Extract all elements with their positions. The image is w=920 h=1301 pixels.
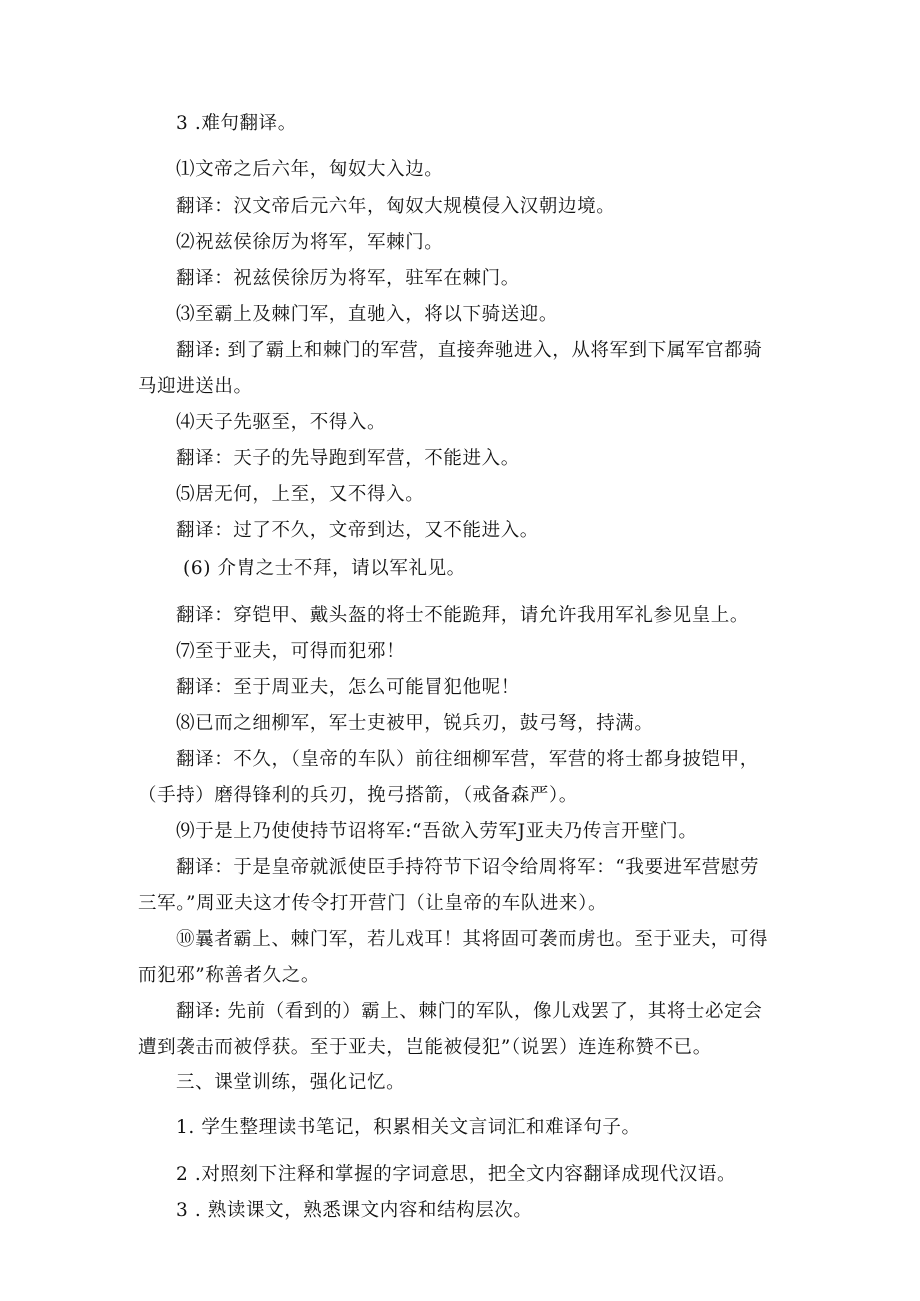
text-line: 翻译：至于周亚夫，怎么可能冒犯他呢！ [176,677,520,698]
text-line: ⑻已而之细柳军，军士吏被甲，锐兵刃，鼓弓弩，持满。 [176,713,654,734]
text-line: 翻译：祝兹侯徐厉为将军，驻军在棘门。 [176,268,520,289]
text-line: 翻译：穿铠甲、戴头盔的将士不能跪拜，请允许我用军礼参见皇上。 [176,605,750,626]
text-line: 翻译: 先前（看到的）霸上、棘门的军队，像儿戏罢了，其将士必定会 [176,1001,763,1022]
list-item: 3 . 熟读课文，熟悉课文内容和结构层次。 [176,1200,533,1221]
text-line: ⑸居无何，上至，又不得入。 [176,484,425,505]
text-line: ⑶至霸上及棘门军，直驰入，将以下骑送迎。 [176,304,559,325]
text-line: 翻译: 到了霸上和棘门的军营，直接奔驰进入，从将军到下属军官都骑 [176,340,763,361]
text-line: 翻译：于是皇帝就派使臣手持符节下诏令给周将军：“我要进军营慰劳 [176,857,760,878]
text-line: 而犯邪”称善者久之。 [138,965,320,986]
text-line: ⑼于是上乃使使持节诏将军:“吾欲入劳军J亚夫乃传言开壁门。 [176,821,698,842]
text-line: ⑵祝兹侯徐厉为将军，军棘门。 [176,232,444,253]
text-line: 马迎进送出。 [138,376,253,397]
section-heading: 三、课堂训练，强化记忆。 [176,1072,406,1093]
list-item: 1. 学生整理读书笔记，积累相关文言词汇和难译句子。 [176,1117,641,1138]
text-line: （手持）磨得锋利的兵刃，挽弓搭箭，（戒备森严）。 [138,785,578,806]
text-line: 翻译：天子的先导跑到军营，不能进入。 [176,448,520,469]
section-heading: 3 .难句翻译。 [176,113,297,134]
text-line: 三军。”周亚夫这才传令打开营门（让皇帝的车队进来）。 [138,893,608,914]
text-line: (6) 介胄之士不拜，请以军礼见。 [183,558,466,579]
text-line: ⑺至于亚夫，可得而犯邪！ [176,641,406,662]
text-line: ⑷天子先驱至，不得入。 [176,412,387,433]
text-line: 翻译：不久，（皇帝的车队）前往细柳军营，军营的将士都身披铠甲， [176,749,759,770]
text-line: 遭到袭击而被俘获。至于亚夫，岂能被侵犯”（说罢）连连称赞不已。 [138,1037,712,1058]
text-line: ⑩曩者霸上、棘门军，若儿戏耳！其将固可袭而虏也。至于亚夫，可得 [176,929,769,950]
list-item: 2 .对照刻下注释和掌握的字词意思，把全文内容翻译成现代汉语。 [176,1164,737,1185]
text-line: 翻译：汉文帝后元六年，匈奴大规模侵入汉朝边境。 [176,196,616,217]
text-line: ⑴文帝之后六年，匈奴大入边。 [176,159,444,180]
text-line: 翻译：过了不久，文帝到达，又不能进入。 [176,520,539,541]
